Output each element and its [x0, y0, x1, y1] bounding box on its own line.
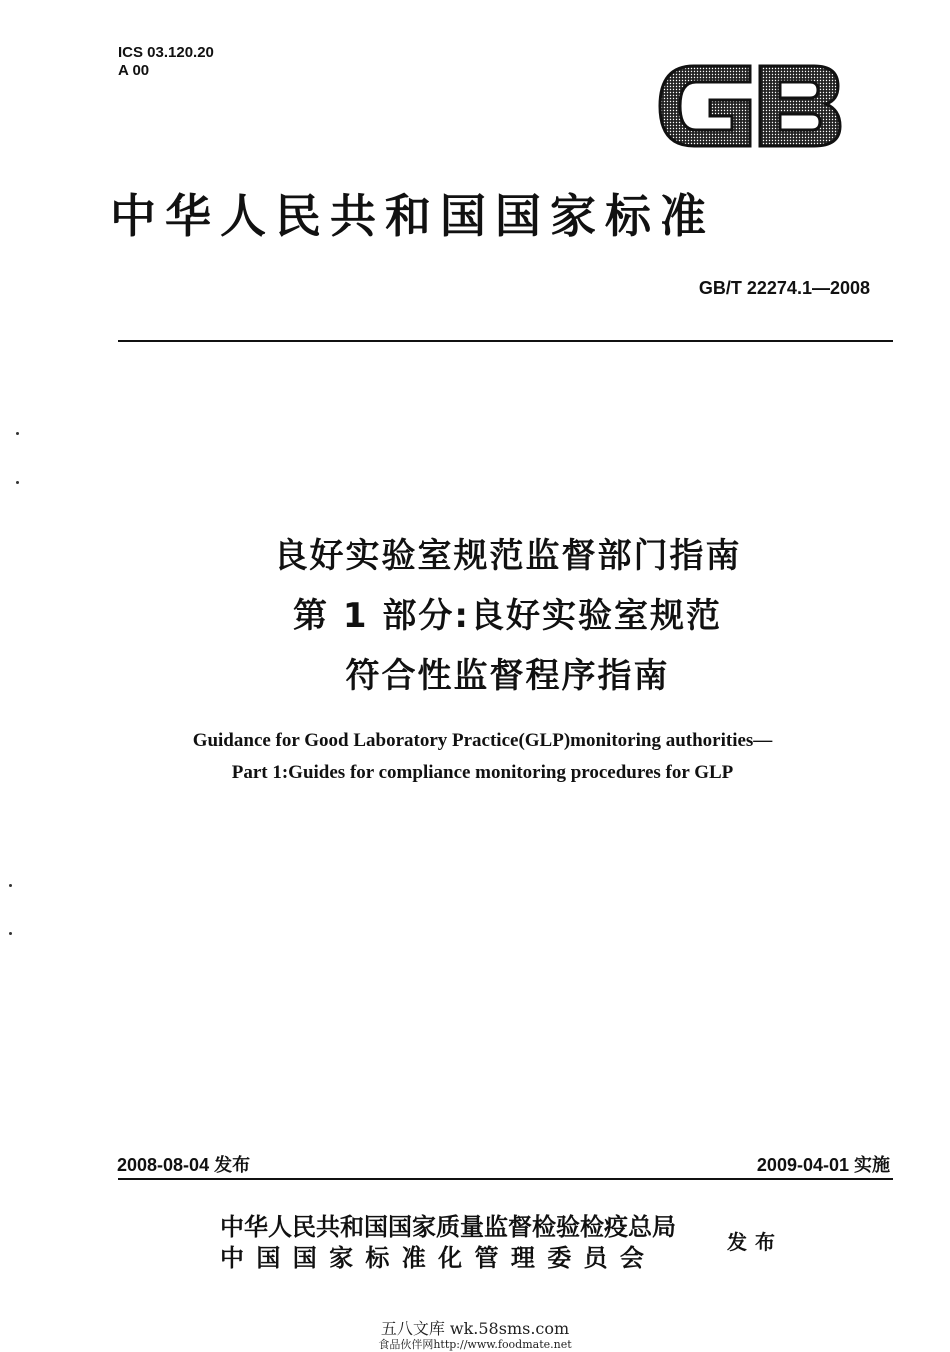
- gb-logo-icon: [654, 58, 844, 154]
- issue-date: 2008-08-04 发布: [117, 1155, 251, 1175]
- watermark-line1: 五八文库 wk.58sms.com: [380, 1319, 570, 1338]
- implementation-date: 2009-04-01 实施: [756, 1155, 890, 1175]
- header-divider: [118, 340, 893, 342]
- cn-title-line3: 符合性监督程序指南: [345, 656, 670, 696]
- scan-mark: [9, 932, 12, 935]
- scan-mark: [9, 884, 12, 887]
- publisher-line1: 中华人民共和国国家质量监督检验检疫总局: [220, 1213, 676, 1241]
- gb-logo: [654, 58, 844, 158]
- ics-code: ICS 03.120.20: [118, 44, 214, 61]
- ccs-code: A 00: [118, 62, 150, 79]
- standard-number: GB/T 22274.1—2008: [698, 278, 870, 298]
- scan-mark: [16, 432, 19, 435]
- watermark-line2: 食品伙伴网http://www.foodmate.net: [378, 1338, 572, 1351]
- classification-codes: [118, 44, 214, 80]
- publish-label: 发布: [727, 1230, 783, 1254]
- scan-mark: [16, 481, 19, 484]
- cn-title-line2: 第 1 部分:良好实验室规范: [293, 596, 722, 636]
- footer-divider: [118, 1178, 893, 1180]
- en-title-line2: Part 1:Guides for compliance monitoring procedures for GLP: [231, 762, 734, 783]
- cn-title-line1: 良好实验室规范监督部门指南: [273, 536, 742, 576]
- publisher-line2: 中 国 国 家 标 准 化 管 理 委 员 会: [220, 1244, 646, 1272]
- main-title: 中华人民共和国国家标准: [110, 189, 715, 243]
- en-title-line1: Guidance for Good Laboratory Practice(GLP)monitoring authorities—: [192, 730, 773, 751]
